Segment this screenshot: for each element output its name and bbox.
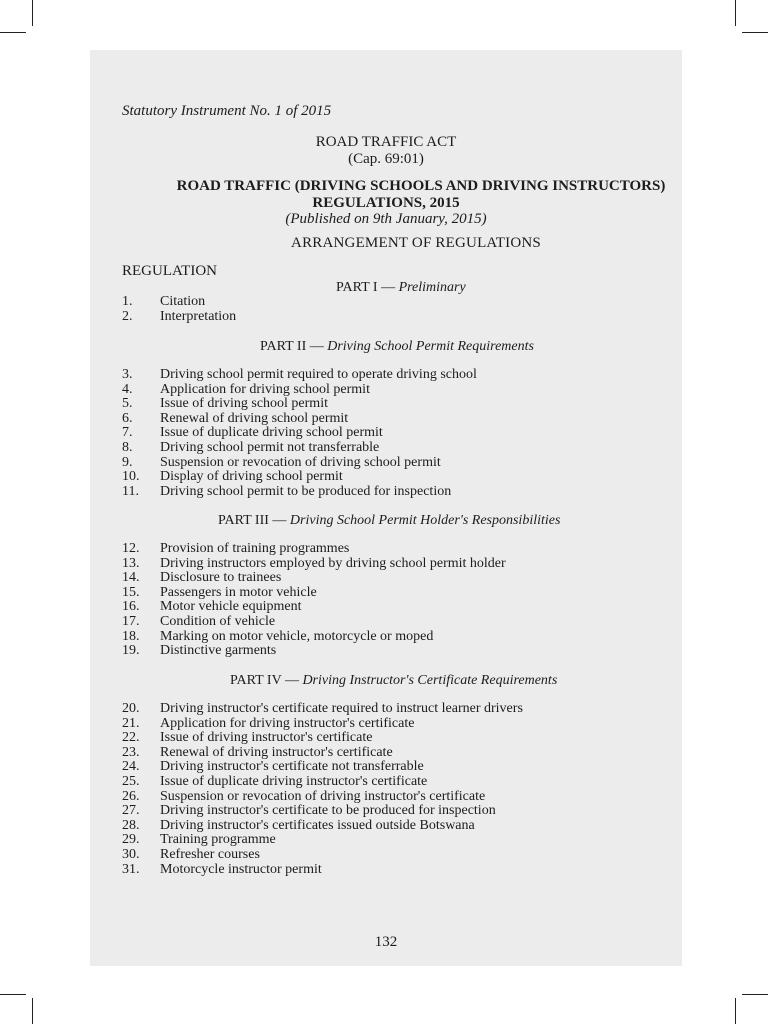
document-page: Statutory Instrument No. 1 of 2015 ROAD TRAFFIC ACT (Cap. 69:01) ROAD TRAFFIC (DRIVING SCHOOLS AND DRIVING INSTRUCTORS) REGULATIONS, 2015 (Published on 9th January, 2015) ARRANGEMENT OF REGULATIONS REGULATION PART I — Preliminary 1. Citation 2. Interpretation PART II — Driving School Permit Requirements 3. Driving school permit required to operate driving school 4. Application for driving school permit 5. Issue of driving school permit 6. Renewal of driving school permit 7. Issue of duplicate driving school permit 8. Driving school permit not transferrable 9. Suspension or revocation of driving school permit 10. Display of driving school permit 11. Driving school permit to be produced for inspection PART III — Driving School Permit Holder's Responsibilities 12. Provision of training programmes 13. Driving instructors employed by driving school permit holder 14. Disclosure to trainees 15. Passengers in motor vehicle 16. Motor vehicle equipment 17. Condition of vehicle 18. Marking on motor vehicle, motorcycle or moped 19. Distinctive garments PART IV — Driving Instructor's Certificate Requirements 20. Driving instructor's certificate required to instruct learner drivers 21. Application for driving instructor's certificate 22. Issue of driving instructor's certificate 23. Renewal of driving instructor's certificate 24. Driving instructor's certificate not transferrable 25. Issue of duplicate driving instructor's certificate 26. Suspension or revocation of driving instructor's certificate 27. Driving instructor's certificate to be produced for inspection 28. Driving instructor's certificates issued outside Botswana 29. Training programme 30. Refresher courses 31. Motorcycle instructor permit 132 — [90, 50, 682, 966]
regulations-title-line1: ROAD TRAFFIC (DRIVING SCHOOLS AND DRIVING INSTRUCTORS) — [176, 178, 666, 194]
instrument-number: Statutory Instrument No. 1 of 2015 — [122, 103, 332, 119]
published-date: (Published on 9th January, 2015) — [285, 211, 487, 227]
part-number: PART II — [260, 339, 307, 354]
page-number: 132 — [374, 934, 398, 950]
crop-mark — [0, 994, 26, 995]
part-subtitle: Preliminary — [398, 280, 466, 295]
crop-mark — [735, 0, 736, 26]
part-heading: PART III — Driving School Permit Holder's Responsibilities — [218, 513, 561, 528]
part-subtitle: Driving Instructor's Certificate Requirements — [302, 673, 558, 688]
part-number: PART I — [336, 280, 378, 295]
crop-mark — [32, 0, 33, 26]
part-subtitle: Driving School Permit Holder's Responsibilities — [289, 513, 561, 528]
crop-mark — [32, 998, 33, 1024]
part-heading: PART I — Preliminary — [336, 280, 466, 295]
crop-mark — [742, 994, 768, 995]
part-subtitle: Driving School Permit Requirements — [327, 339, 534, 354]
crop-mark — [0, 32, 26, 33]
crop-mark — [742, 32, 768, 33]
part-number: PART III — [218, 513, 269, 528]
act-name: ROAD TRAFFIC ACT — [315, 134, 457, 150]
regulation-label: REGULATION — [122, 263, 217, 279]
crop-mark — [735, 998, 736, 1024]
part-heading: PART II — Driving School Permit Requirements — [260, 339, 534, 354]
act-cap: (Cap. 69:01) — [348, 151, 424, 167]
regulations-title-line2: REGULATIONS, 2015 — [312, 195, 460, 211]
part-heading: PART IV — Driving Instructor's Certificate Requirements — [230, 673, 558, 688]
arrangement-heading: ARRANGEMENT OF REGULATIONS — [291, 235, 541, 251]
part-number: PART IV — [230, 673, 282, 688]
